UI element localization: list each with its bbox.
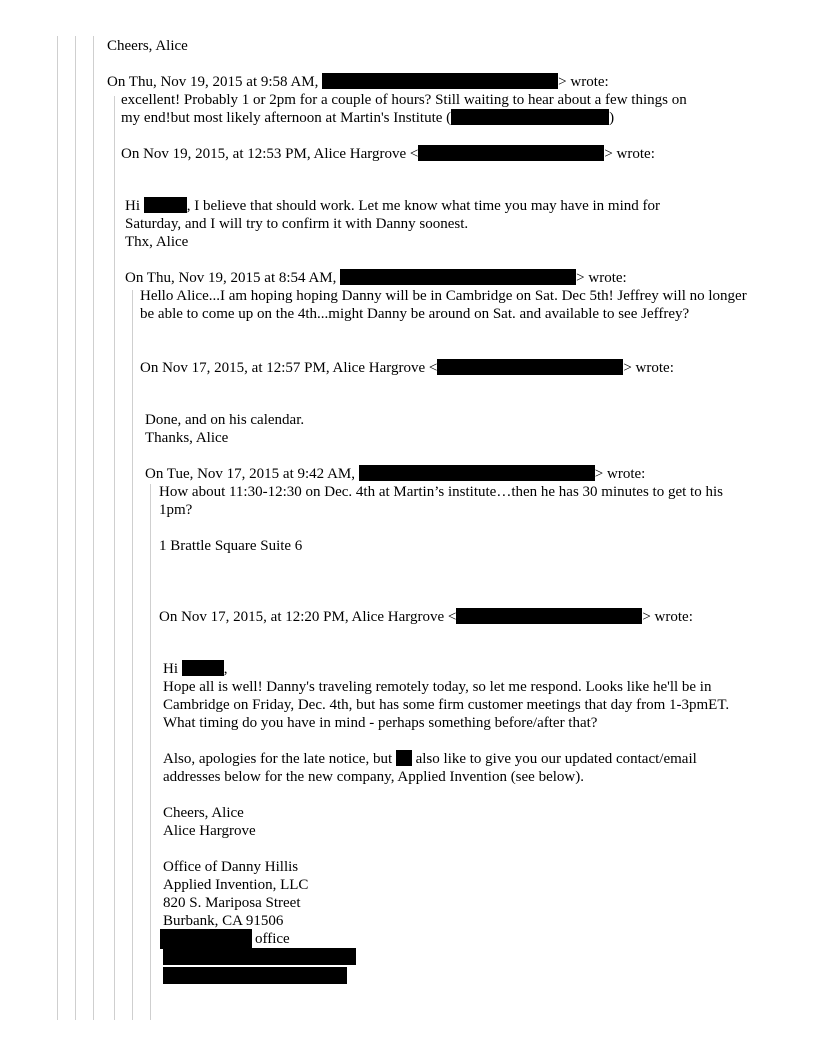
message-header	[159, 608, 693, 626]
redacted-email	[437, 359, 623, 375]
header-text: On Thu, Nov 19, 2015 at 9:58 AM,	[107, 74, 319, 90]
header-text: On Thu, Nov 19, 2015 at 8:54 AM,	[125, 270, 337, 286]
message-header	[145, 465, 645, 483]
office-line: Applied Invention, LLC	[163, 877, 309, 893]
quote-bar	[150, 484, 151, 1020]
redacted-email	[418, 145, 604, 161]
body-text: my end!but most likely afternoon at Martin's Institute (	[121, 110, 452, 126]
redacted-email	[163, 967, 347, 984]
header-text: On Nov 17, 2015, at 12:57 PM, Alice Hargrove <	[140, 360, 438, 376]
message-body	[163, 660, 228, 678]
header-text: On Nov 19, 2015, at 12:53 PM, Alice Hargrove <	[121, 146, 419, 162]
redacted-name	[144, 197, 187, 213]
redacted-phone	[160, 929, 252, 949]
message-header	[121, 145, 655, 163]
redacted-text	[396, 750, 412, 766]
redacted-email	[340, 269, 576, 285]
redacted-name	[182, 660, 224, 676]
header-text: > wrote:	[642, 609, 693, 625]
quote-bar	[93, 36, 94, 1020]
message-body: Hello Alice...I am hoping hoping Danny will be in Cambridge on Sat. Dec 5th! Jeffrey will no longer be able to come up on the 4th...might Danny be around on Sat. and available to see Jeffrey?	[140, 288, 747, 322]
greeting: Hi	[125, 198, 140, 214]
quote-bar	[57, 36, 58, 1020]
office-line: Office of Danny Hillis	[163, 859, 299, 875]
office-line: 820 S. Mariposa Street	[163, 895, 301, 911]
body-text: , I believe that should work. Let me know what time you may have in mind for	[186, 198, 660, 214]
signature-name: Alice Hargrove	[163, 823, 256, 839]
message-body: Thanks, Alice	[145, 430, 229, 446]
redacted-email	[359, 465, 595, 481]
message-body: How about 11:30-12:30 on Dec. 4th at Martin’s institute…then he has 30 minutes to get to his 1pm?	[159, 484, 723, 518]
message-body	[121, 109, 614, 127]
message-body: Done, and on his calendar.	[145, 412, 305, 428]
quote-bar	[75, 36, 76, 1020]
office-label: office	[255, 931, 290, 947]
greeting: Hi	[163, 661, 178, 677]
quote-bar	[132, 290, 133, 1020]
address-text: 1 Brattle Square Suite 6	[159, 538, 303, 554]
message-body: excellent! Probably 1 or 2pm for a couple of hours? Still waiting to hear about a few things on	[121, 92, 687, 108]
redacted-text	[451, 109, 609, 125]
office-line: Burbank, CA 91506	[163, 913, 284, 929]
body-text: )	[609, 110, 615, 126]
body-text: ,	[223, 661, 228, 677]
header-text: > wrote:	[604, 146, 655, 162]
header-text: > wrote:	[623, 360, 674, 376]
header-text: On Nov 17, 2015, at 12:20 PM, Alice Hargrove <	[159, 609, 457, 625]
message-body	[163, 750, 741, 786]
message-body	[125, 197, 660, 215]
message-body: Saturday, and I will try to confirm it with Danny soonest.	[125, 216, 469, 232]
header-text: > wrote:	[576, 270, 627, 286]
signoff-text: Cheers, Alice	[107, 38, 188, 54]
redacted-email	[163, 948, 356, 965]
redacted-email	[322, 73, 558, 89]
message-body: Hope all is well! Danny's traveling remotely today, so let me respond. Looks like he'll be in Cambridge on Friday, Dec. 4th, but has some firm customer meetings that day from 1-3pmET. What timing do you have in mind - perhaps something before/after that?	[163, 679, 730, 731]
signature-cheers: Cheers, Alice	[163, 805, 244, 821]
header-text: > wrote:	[558, 74, 609, 90]
body-text: Also, apologies for the late notice, but	[163, 751, 393, 767]
quote-bar	[114, 96, 115, 1020]
redacted-email	[456, 608, 642, 624]
message-header	[125, 269, 627, 287]
message-body: Thx, Alice	[125, 234, 189, 250]
message-header	[107, 73, 609, 91]
header-text: On Tue, Nov 17, 2015 at 9:42 AM,	[145, 466, 356, 482]
header-text: > wrote:	[594, 466, 646, 482]
body-text: also like to give you our updated contact/email addresses below for the new company, Applied Invention (see below).	[163, 751, 697, 785]
message-header	[140, 359, 674, 377]
